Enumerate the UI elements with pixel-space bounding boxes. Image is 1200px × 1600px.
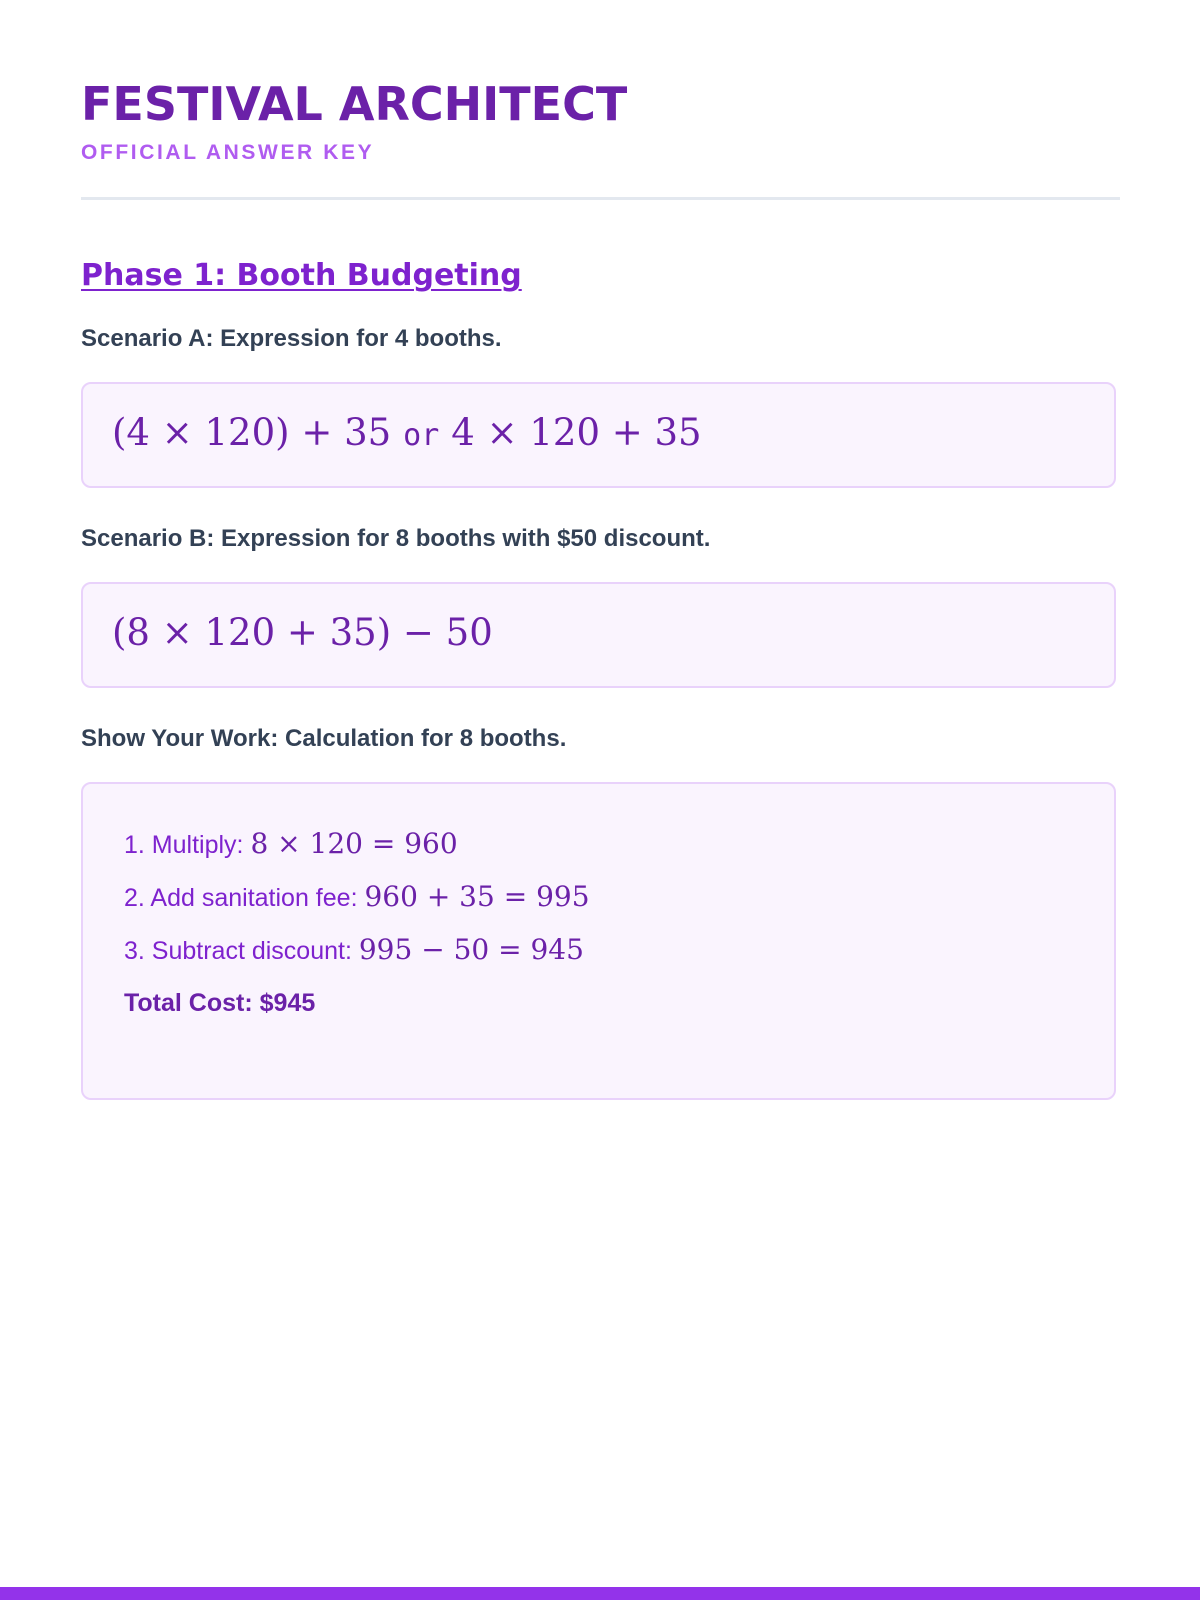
scenario-a-answer-box (81, 382, 1116, 488)
total-cost: Total Cost: $945 (124, 989, 316, 1017)
show-work-label: Show Your Work: Calculation for 8 booths. (81, 725, 567, 752)
step-2-label: 2. Add sanitation fee: (124, 884, 365, 912)
footer-accent-bar (0, 1587, 1200, 1600)
scenario-b-expression: (8 × 120 + 35) − 50 (112, 611, 493, 654)
scenario-a-expression-2: 4 × 120 + 35 (451, 411, 702, 454)
document-subtitle: OFFICIAL ANSWER KEY (81, 141, 375, 164)
show-work-answer-box (81, 782, 1116, 1100)
calculation-step (124, 877, 590, 930)
document-title: FESTIVAL ARCHITECT (81, 77, 628, 131)
step-1-label: 1. Multiply: (124, 831, 251, 859)
scenario-b-answer-box (81, 582, 1116, 688)
calculation-step (124, 930, 590, 983)
step-3-math: 995 − 50 = 945 (358, 933, 584, 966)
scenario-a-expression-1: (4 × 120) + 35 (112, 411, 392, 454)
step-1-math: 8 × 120 = 960 (250, 827, 458, 860)
calculation-steps (124, 824, 590, 1023)
scenario-b-label: Scenario B: Expression for 8 booths with $50 discount. (81, 525, 711, 552)
scenario-a-label: Scenario A: Expression for 4 booths. (81, 325, 502, 352)
scenario-a-or-connector: or (403, 418, 440, 453)
scenario-a-expression (112, 410, 702, 459)
step-2-math: 960 + 35 = 995 (364, 880, 590, 913)
step-3-label: 3. Subtract discount: (124, 937, 359, 965)
calculation-step (124, 824, 590, 877)
header-divider (81, 197, 1120, 200)
phase-1-heading: Phase 1: Booth Budgeting (81, 258, 522, 293)
